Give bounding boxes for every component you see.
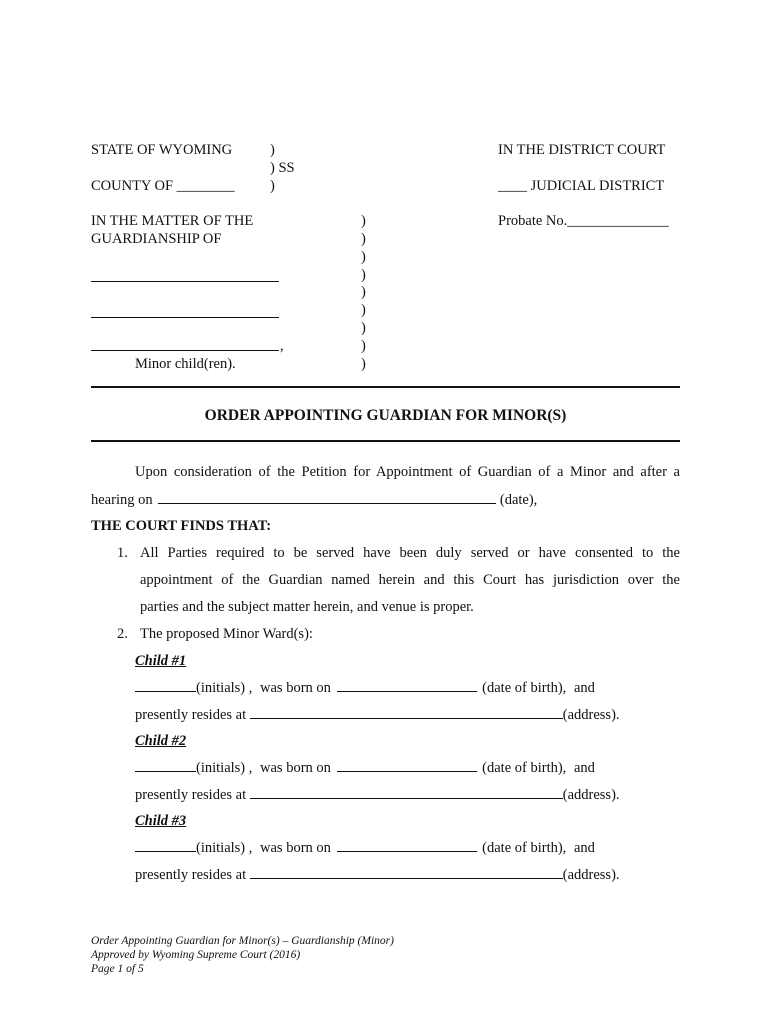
caption-paren: )	[361, 231, 366, 247]
matter-line-1: IN THE MATTER OF THE	[91, 213, 254, 229]
caption-paren: )	[361, 302, 366, 318]
resides-label: presently resides at	[135, 707, 247, 723]
ward-name-blank-1[interactable]	[91, 268, 279, 282]
court-label: IN THE DISTRICT COURT	[498, 142, 666, 158]
minor-children-label: Minor child(ren).	[135, 356, 236, 372]
born-on-label: was born on	[260, 840, 331, 856]
dob-label: (date of birth),	[482, 840, 567, 856]
ward-name-blank-2[interactable]	[91, 304, 279, 318]
item-1-number: 1.	[117, 545, 128, 561]
address-label: (address).	[562, 707, 620, 723]
initials-label: (initials) ,	[196, 760, 253, 776]
resides-label: presently resides at	[135, 867, 247, 883]
county-label: COUNTY OF ________	[91, 178, 235, 194]
footer-line-1: Order Appointing Guardian for Minor(s) – Guardianship (Minor)	[91, 935, 394, 947]
child-3-address-line	[135, 865, 620, 884]
initials-label: (initials) ,	[196, 840, 253, 856]
caption-paren: )	[361, 213, 366, 229]
child-2-dob-blank[interactable]	[337, 758, 477, 772]
child-2-address-blank[interactable]	[250, 785, 563, 799]
born-on-label: was born on	[260, 760, 331, 776]
intro-line-1: Upon consideration of the Petition for Appointment of Guardian of a Minor and after a	[135, 464, 680, 480]
child-1-heading: Child #1	[135, 653, 187, 669]
born-on-label: was born on	[260, 680, 331, 696]
item-1-line-3: parties and the subject matter herein, and venue is proper.	[140, 599, 474, 615]
caption-paren: )	[270, 142, 275, 158]
initials-label: (initials) ,	[196, 680, 253, 696]
item-2-text: The proposed Minor Ward(s):	[140, 626, 313, 642]
caption-paren: )	[361, 284, 366, 300]
caption-paren: )	[270, 178, 275, 194]
caption-paren: )	[361, 267, 366, 283]
address-label: (address).	[562, 867, 620, 883]
hearing-suffix: (date),	[499, 492, 538, 508]
child-1-address-blank[interactable]	[250, 705, 563, 719]
title-rule-top	[91, 386, 680, 388]
child-3-initials-blank[interactable]	[135, 838, 196, 852]
hearing-line	[91, 490, 537, 509]
child-3-heading: Child #3	[135, 813, 187, 829]
caption-paren: )	[361, 249, 366, 265]
child-1-address-line	[135, 705, 620, 724]
finds-heading: THE COURT FINDS THAT:	[91, 518, 272, 534]
ward-name-blank-3[interactable]	[91, 337, 279, 351]
item-1-line-1: All Parties required to be served have been duly served or have consented to the	[140, 545, 680, 561]
resides-label: presently resides at	[135, 787, 247, 803]
page-title: ORDER APPOINTING GUARDIAN FOR MINOR(S)	[204, 407, 567, 424]
item-2-number: 2.	[117, 626, 128, 642]
and-label: and	[573, 680, 595, 696]
child-3-dob-blank[interactable]	[337, 838, 477, 852]
probate-number: Probate No.______________	[498, 213, 669, 229]
dob-label: (date of birth),	[482, 680, 567, 696]
child-2-heading: Child #2	[135, 733, 187, 749]
child-1-initials-blank[interactable]	[135, 678, 196, 692]
child-3-birth-line	[135, 838, 595, 857]
caption-paren: )	[361, 356, 366, 372]
title-rule-bottom	[91, 440, 680, 442]
district-label: ____ JUDICIAL DISTRICT	[498, 178, 665, 194]
and-label: and	[573, 760, 595, 776]
footer-line-2: Approved by Wyoming Supreme Court (2016)	[91, 949, 301, 961]
trailing-comma: ,	[280, 338, 284, 354]
hearing-date-blank[interactable]	[158, 490, 496, 504]
address-label: (address).	[562, 787, 620, 803]
caption-paren: )	[361, 320, 366, 336]
child-1-birth-line	[135, 678, 595, 697]
child-2-address-line	[135, 785, 620, 804]
item-1-line-2: appointment of the Guardian named herein and this Court has jurisdiction over the	[140, 572, 680, 588]
hearing-prefix: hearing on	[91, 492, 153, 508]
child-3-address-blank[interactable]	[250, 865, 563, 879]
ss-label: ) SS	[270, 160, 295, 176]
caption-paren: )	[361, 338, 366, 354]
child-1-dob-blank[interactable]	[337, 678, 477, 692]
dob-label: (date of birth),	[482, 760, 567, 776]
child-2-initials-blank[interactable]	[135, 758, 196, 772]
footer-page-number: Page 1 of 5	[91, 963, 144, 975]
state-label: STATE OF WYOMING	[91, 142, 233, 158]
and-label: and	[573, 840, 595, 856]
child-2-birth-line	[135, 758, 595, 777]
matter-line-2: GUARDIANSHIP OF	[91, 231, 222, 247]
